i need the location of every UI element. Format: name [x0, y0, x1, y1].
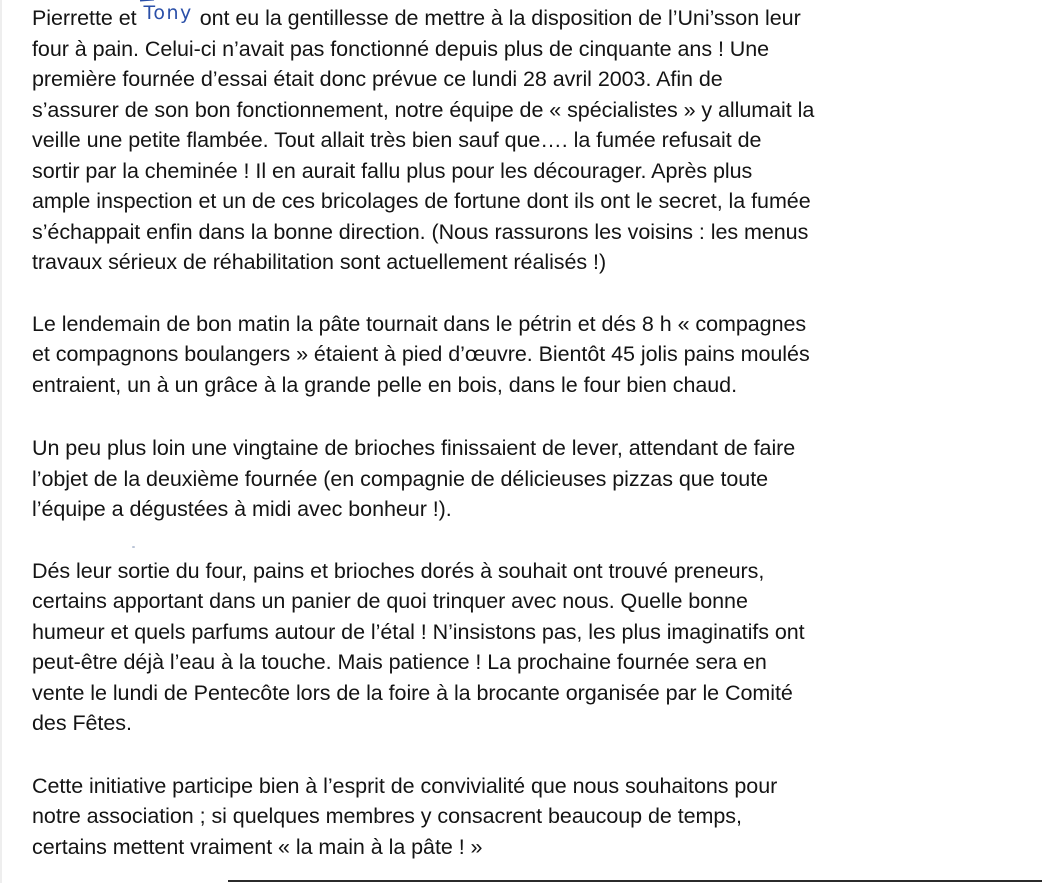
text-line: s’assurer de son bon fonctionnement, notre équipe de « spécialistes » y allumait la — [32, 97, 815, 122]
paragraph-sale — [32, 556, 1032, 739]
paragraph-oven-preparation — [32, 3, 1032, 278]
scan-left-edge — [0, 0, 2, 883]
paragraph-conclusion — [32, 771, 1032, 863]
line-start: Pierrette et — [32, 6, 143, 30]
text-line: ample inspection et un de ces bricolages de fortune dont ils ont le secret, la fumée — [32, 189, 811, 213]
text-line: première fournée d’essai était donc prévue ce lundi 28 avril 2003. Afin de — [32, 67, 723, 91]
text-line: sortir par la cheminée ! Il en aurait fallu plus pour les décourager. Après plus — [32, 158, 753, 183]
scan-speck — [132, 546, 135, 548]
text-line: travaux sérieux de réhabilitation sont actuellement réalisés !) — [32, 250, 607, 274]
line-end: ont eu la gentillesse de mettre à la disposition de l’Uni’sson leur — [193, 6, 801, 30]
text-line: s’échappait enfin dans la bonne direction. (Nous rassurons les voisins : les menus — [32, 219, 809, 244]
text-line: certains apportant dans un panier de quoi trinquer avec nous. Quelle bonne — [32, 589, 748, 613]
text-line: Dés leur sortie du four, pains et brioches dorés à souhait ont trouvé preneurs, — [32, 558, 765, 583]
text-line: Un peu plus loin une vingtaine de brioches finissaient de lever, attendant de faire — [32, 436, 796, 460]
text-line: certains mettent vraiment « la main à la pâte ! » — [32, 834, 483, 859]
paragraph-brioches — [32, 433, 1032, 525]
text-line: vente le lundi de Pentecôte lors de la foire à la brocante organisée par le Comité — [32, 680, 793, 705]
text-line — [32, 3, 1032, 34]
text-line: peut-être déjà l’eau à la touche. Mais patience ! La prochaine fournée sera en — [32, 650, 767, 674]
text-line: humeur et quels parfums autour de l’étal ! N’insistons pas, les plus imaginatifs ont — [32, 619, 805, 644]
bottom-rule — [228, 880, 1042, 882]
text-line: Le lendemain de bon matin la pâte tournait dans le pétrin et dés 8 h « compagnes — [32, 311, 807, 336]
text-line: notre association ; si quelques membres y consacrent beaucoup de temps, — [32, 804, 742, 828]
article-body — [32, 3, 1032, 883]
text-line: four à pain. Celui-ci n’avait pas fonctionné depuis plus de cinquante ans ! Une — [32, 36, 770, 61]
text-line: veille une petite flambée. Tout allait très bien sauf que…. la fumée refusait de — [32, 128, 762, 152]
text-line: des Fêtes. — [32, 711, 132, 735]
text-line: entraient, un à un grâce à la grande pelle en bois, dans le four bien chaud. — [32, 372, 738, 397]
text-line: Cette initiative participe bien à l’esprit de convivialité que nous souhaitons pour — [32, 773, 778, 798]
text-line: l’objet de la deuxième fournée (en compagnie de délicieuses pizzas que toute — [32, 466, 769, 491]
text-line: et compagnons boulangers » étaient à pied d’œuvre. Bientôt 45 jolis pains moulés — [32, 342, 810, 366]
text-line: l’équipe a dégustées à midi avec bonheur !). — [32, 497, 452, 521]
handwritten-name: Tony — [142, 0, 193, 29]
paragraph-baking-day — [32, 309, 1032, 401]
